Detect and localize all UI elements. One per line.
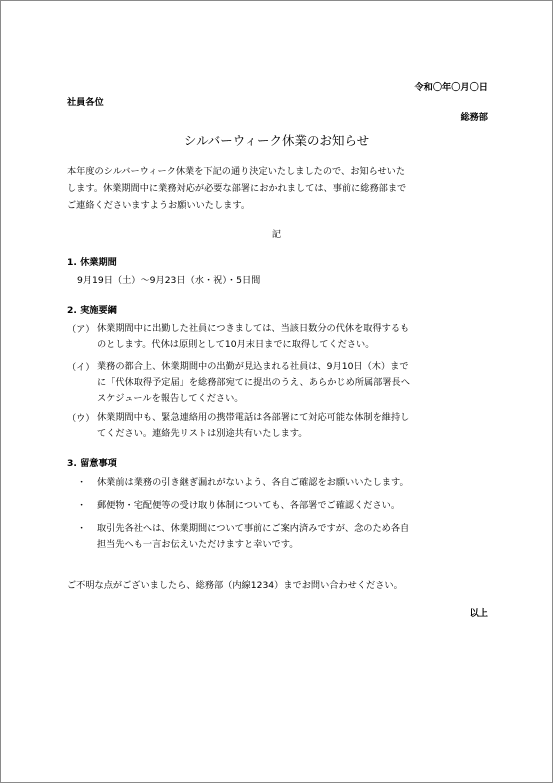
holiday-period: 9月19日（土）～9月23日（水・祝）・5日間 bbox=[77, 275, 261, 286]
intro-paragraph bbox=[67, 163, 406, 214]
document-title: シルバーウィーク休業のお知らせ bbox=[183, 133, 370, 148]
recipient: 社員各位 bbox=[67, 97, 104, 108]
item-body bbox=[97, 321, 409, 353]
item-line: てください。連絡先リストは別途共有いたします。 bbox=[97, 428, 308, 439]
bullet-line: 取引先各社へは、休業期間について事前にご案内済みですが、念のため各自 bbox=[97, 523, 410, 534]
closing-text: ご不明な点がございましたら、総務部（内線1234）までお問い合わせください。 bbox=[67, 580, 403, 591]
item-label: （ウ） bbox=[67, 413, 95, 424]
ki-marker: 記 bbox=[271, 229, 282, 240]
item-line: のとします。代休は原則として10月末日までに取得してください。 bbox=[97, 339, 375, 350]
item-line: 休業期間中に出勤した社員につきましては、当該日数分の代休を取得するも bbox=[97, 323, 410, 334]
bullet-line: 郵便物・宅配便等の受け取り体制についても、各部署でご確認ください。 bbox=[97, 500, 401, 511]
bullet-line: 休業前は業務の引き継ぎ漏れがないよう、各自ご確認をお願いいたします。 bbox=[97, 477, 409, 488]
item-body bbox=[97, 410, 409, 442]
document-date: 令和〇年〇月〇日 bbox=[414, 82, 488, 93]
item-line: 休業期間中も、緊急連絡用の携帯電話は各部署にて対応可能な体制を維持し bbox=[97, 412, 410, 423]
item-body bbox=[97, 359, 410, 407]
intro-line: 本年度のシルバーウィーク休業を下記の通り決定いたしましたので、お知らせいた bbox=[67, 166, 406, 177]
section-heading: 2. 実施要綱 bbox=[67, 305, 117, 316]
section-heading: 3. 留意事項 bbox=[67, 458, 117, 469]
bullet-line: 担当先へも一言お伝えいただけますと幸いです。 bbox=[97, 539, 299, 550]
item-line: 業務の都合上、休業期間中の出勤が見込まれる社員は、9月10日（木）まで bbox=[97, 361, 409, 372]
item-label: （ア） bbox=[67, 324, 95, 335]
bullet-mark: ・ bbox=[77, 477, 87, 488]
item-label: （イ） bbox=[67, 362, 95, 373]
sender-department: 総務部 bbox=[460, 112, 488, 123]
bullet-text bbox=[97, 475, 409, 491]
bullet-mark: ・ bbox=[77, 500, 87, 511]
bullet-text bbox=[97, 521, 409, 553]
bullet-text bbox=[97, 498, 400, 514]
ijo-marker: 以上 bbox=[469, 608, 488, 619]
intro-line: ご連絡くださいますようお願いいたします。 bbox=[67, 200, 251, 211]
item-line: スケジュールを報告してください。 bbox=[97, 393, 244, 404]
intro-line: します。休業期間中に業務対応が必要な部署におかれましては、事前に総務部まで bbox=[67, 183, 407, 194]
item-line: に「代休取得予定届」を総務部宛てに提出のうえ、あらかじめ所属部署長へ bbox=[97, 377, 410, 388]
section-heading: 1. 休業期間 bbox=[67, 257, 117, 268]
bullet-mark: ・ bbox=[77, 523, 87, 534]
